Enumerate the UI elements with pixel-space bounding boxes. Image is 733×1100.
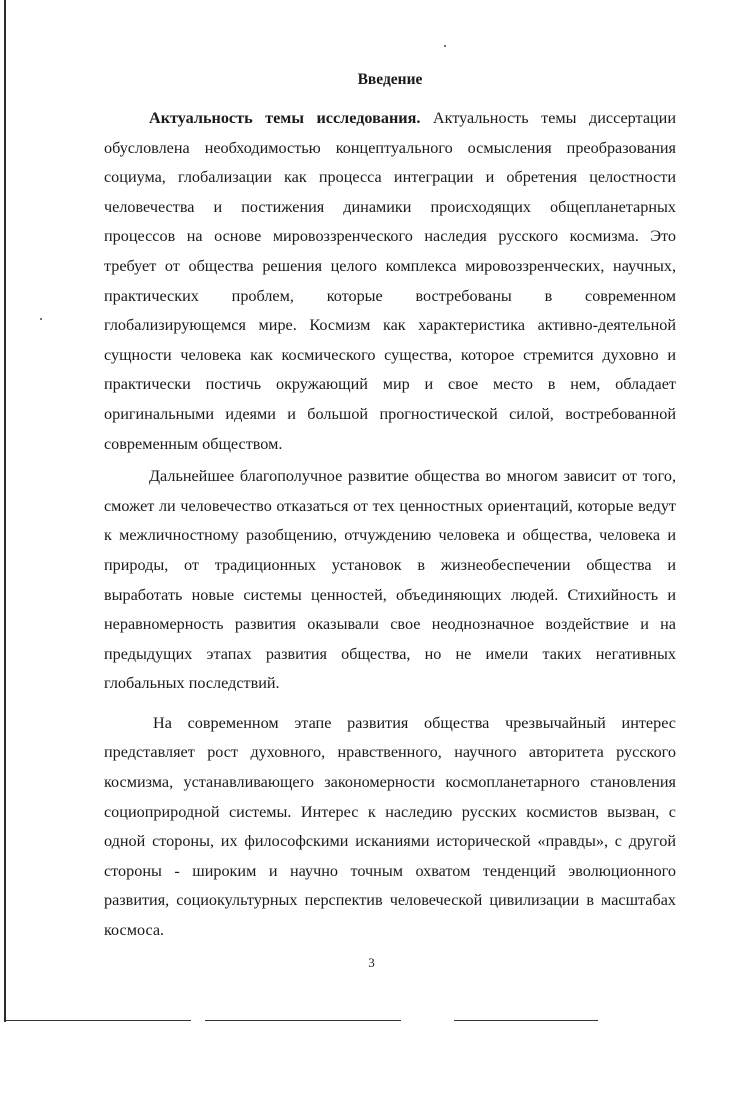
paragraph-text: Актуальность темы диссертации обусловлена необходимостью концептуального осмысления преобразования социума, глобализации как процесса интеграции и обретения целостности человечества и постижения динамики происходящих общепланетарных процессов на основе мировоззренческого наследия русского космизма. Это требует от общества решения целого комплекса мировоззренческих, научных, практических проблем, которые востребованы в современном глобализирующемся мире. Космизм как характеристика активно-деятельной сущности человека как космического существа, которое стремится духовно и практически постичь окружающий мир и свое место в нем, обладает оригинальными идеями и большой прогностической силой, востребованной современным обществом. xyxy=(104,109,676,453)
paragraph-lead: Актуальность темы исследования. xyxy=(149,109,421,127)
scan-bottom-border xyxy=(454,1020,598,1021)
paragraph-development: Дальнейшее благополучное развитие общества во многом зависит от того, сможет ли человечество отказаться от тех ценностных ориентаций, которые ведут к межличностному разобщению, отчуждению человека и общества, человека и природы, от традиционных установок в жизнеобеспечении общества и выработать новые системы ценностей, объединяющих людей. Стихийность и неравномерность развития оказывали свое неоднозначное воздействие и на предыдущих этапах развития общества, но не имели таких негативных глобальных последствий. xyxy=(104,467,676,693)
paragraph-relevance xyxy=(104,104,676,459)
section-heading: Введение xyxy=(357,71,423,88)
scan-bottom-border xyxy=(205,1020,401,1021)
scan-bottom-border xyxy=(5,1020,191,1021)
scan-left-border xyxy=(4,0,6,1022)
scan-speck xyxy=(40,318,42,320)
page-number: 3 xyxy=(368,955,375,970)
paragraph-current-stage: На современном этапе развития общества чрезвычайный интерес представляет рост духовного, нравственного, научного авторитета русского космизма, устанавливающего закономерности космопланетарного становления социоприродной системы. Интерес к наследию русских космистов вызван, с одной стороны, их философскими исканиями исторической «правды», с другой стороны - широким и научно точным охватом тенденций эволюционного развития, социокультурных перспектив человеческой цивилизации в масштабах космоса. xyxy=(104,713,676,940)
scan-speck xyxy=(444,45,446,47)
page-body xyxy=(104,70,676,946)
